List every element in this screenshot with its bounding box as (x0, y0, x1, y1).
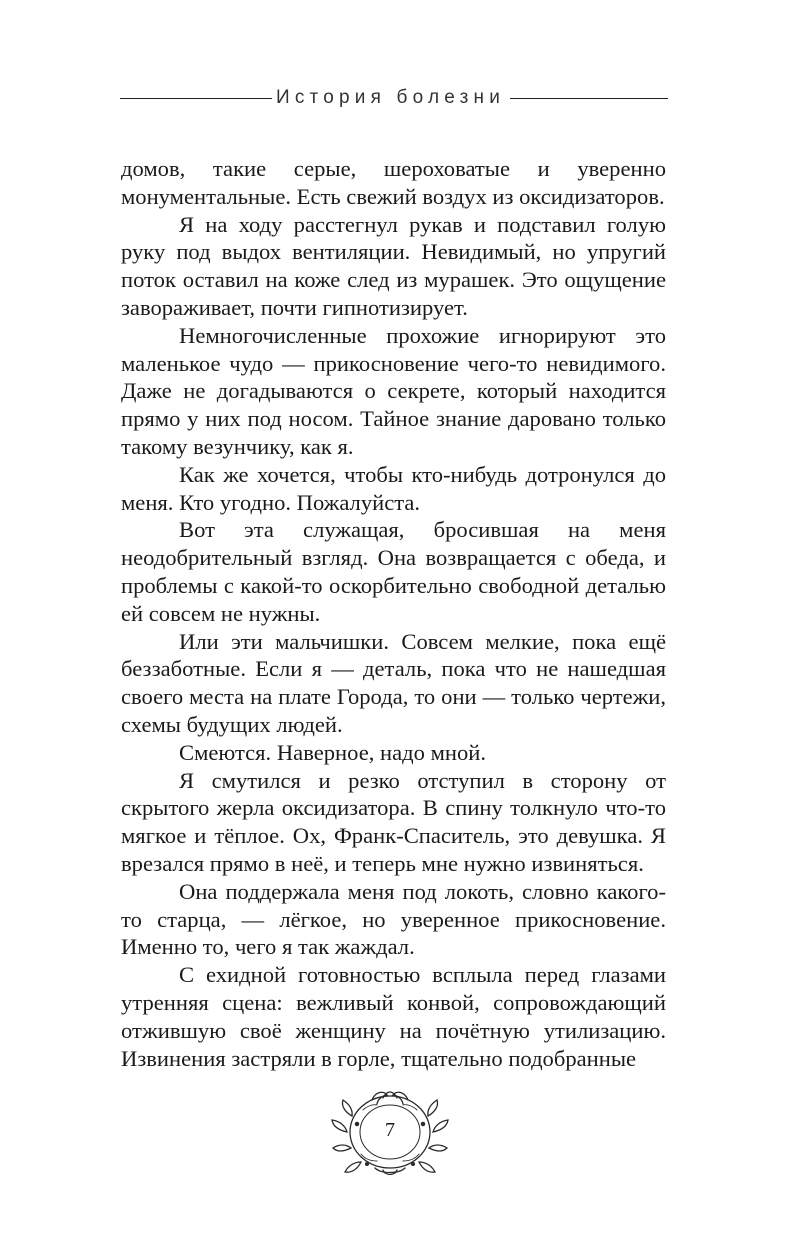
paragraph: Она поддержала меня под локоть, словно какого-то старца, — лёгкое, но уверенное прикосновение. Именно то, чего я так жаждал. (121, 878, 666, 960)
paragraph: Смеются. Наверное, надо мной. (179, 739, 487, 765)
page-number: 7 (385, 1119, 395, 1141)
paragraph: Немногочисленные прохожие игнорируют это маленькое чудо — прикосновение чего-то невидимого. Даже не догадываются о секрете, который находится прямо у них под носом. Тайное знание даровано только такому везунчику, как я. (121, 322, 666, 459)
body-text (121, 155, 666, 1072)
paragraph: Или эти мальчишки. Совсем мелкие, пока ещё беззаботные. Если я — деталь, пока что не нашедшая своего места на плате Города, то они — только чертежи, схемы будущих людей. (121, 628, 666, 737)
paragraph: Я на ходу расстегнул рукав и подставил голую руку под выдох вентиляции. Невидимый, но упругий поток оставил на коже след из мурашек. Это ощущение завораживает, почти гипнотизирует. (121, 211, 666, 320)
paragraph: Вот эта служащая, бросившая на меня неодобрительный взгляд. Она возвращается с обеда, и проблемы с какой-то оскорбительно свободной деталью ей совсем не нужны. (121, 517, 666, 626)
page-folio (327, 1086, 453, 1178)
paragraph: Я смутился и резко отступил в сторону от скрытого жерла оксидизатора. В спину толкнуло что-то мягкое и тёплое. Ох, Франк-Спаситель, это девушка. Я врезался прямо в неё, и теперь мне нужно извиняться. (121, 767, 666, 876)
header-rule-right (510, 98, 668, 99)
running-header (120, 86, 668, 110)
header-rule-left (120, 98, 272, 99)
paragraph: домов, такие серые, шероховатые и уверенно монументальные. Есть свежий воздух из оксидизаторов. (121, 156, 666, 209)
paragraph: Как же хочется, чтобы кто-нибудь дотронулся до меня. Кто угодно. Пожалуйста. (121, 461, 666, 515)
running-title: История болезни (276, 87, 506, 108)
paragraph: С ехидной готовностью всплыла перед глазами утренняя сцена: вежливый конвой, сопровождающий отжившую своё женщину на почётную утилизацию. Извинения застряли в горле, тщательно подобранные (121, 962, 666, 1071)
